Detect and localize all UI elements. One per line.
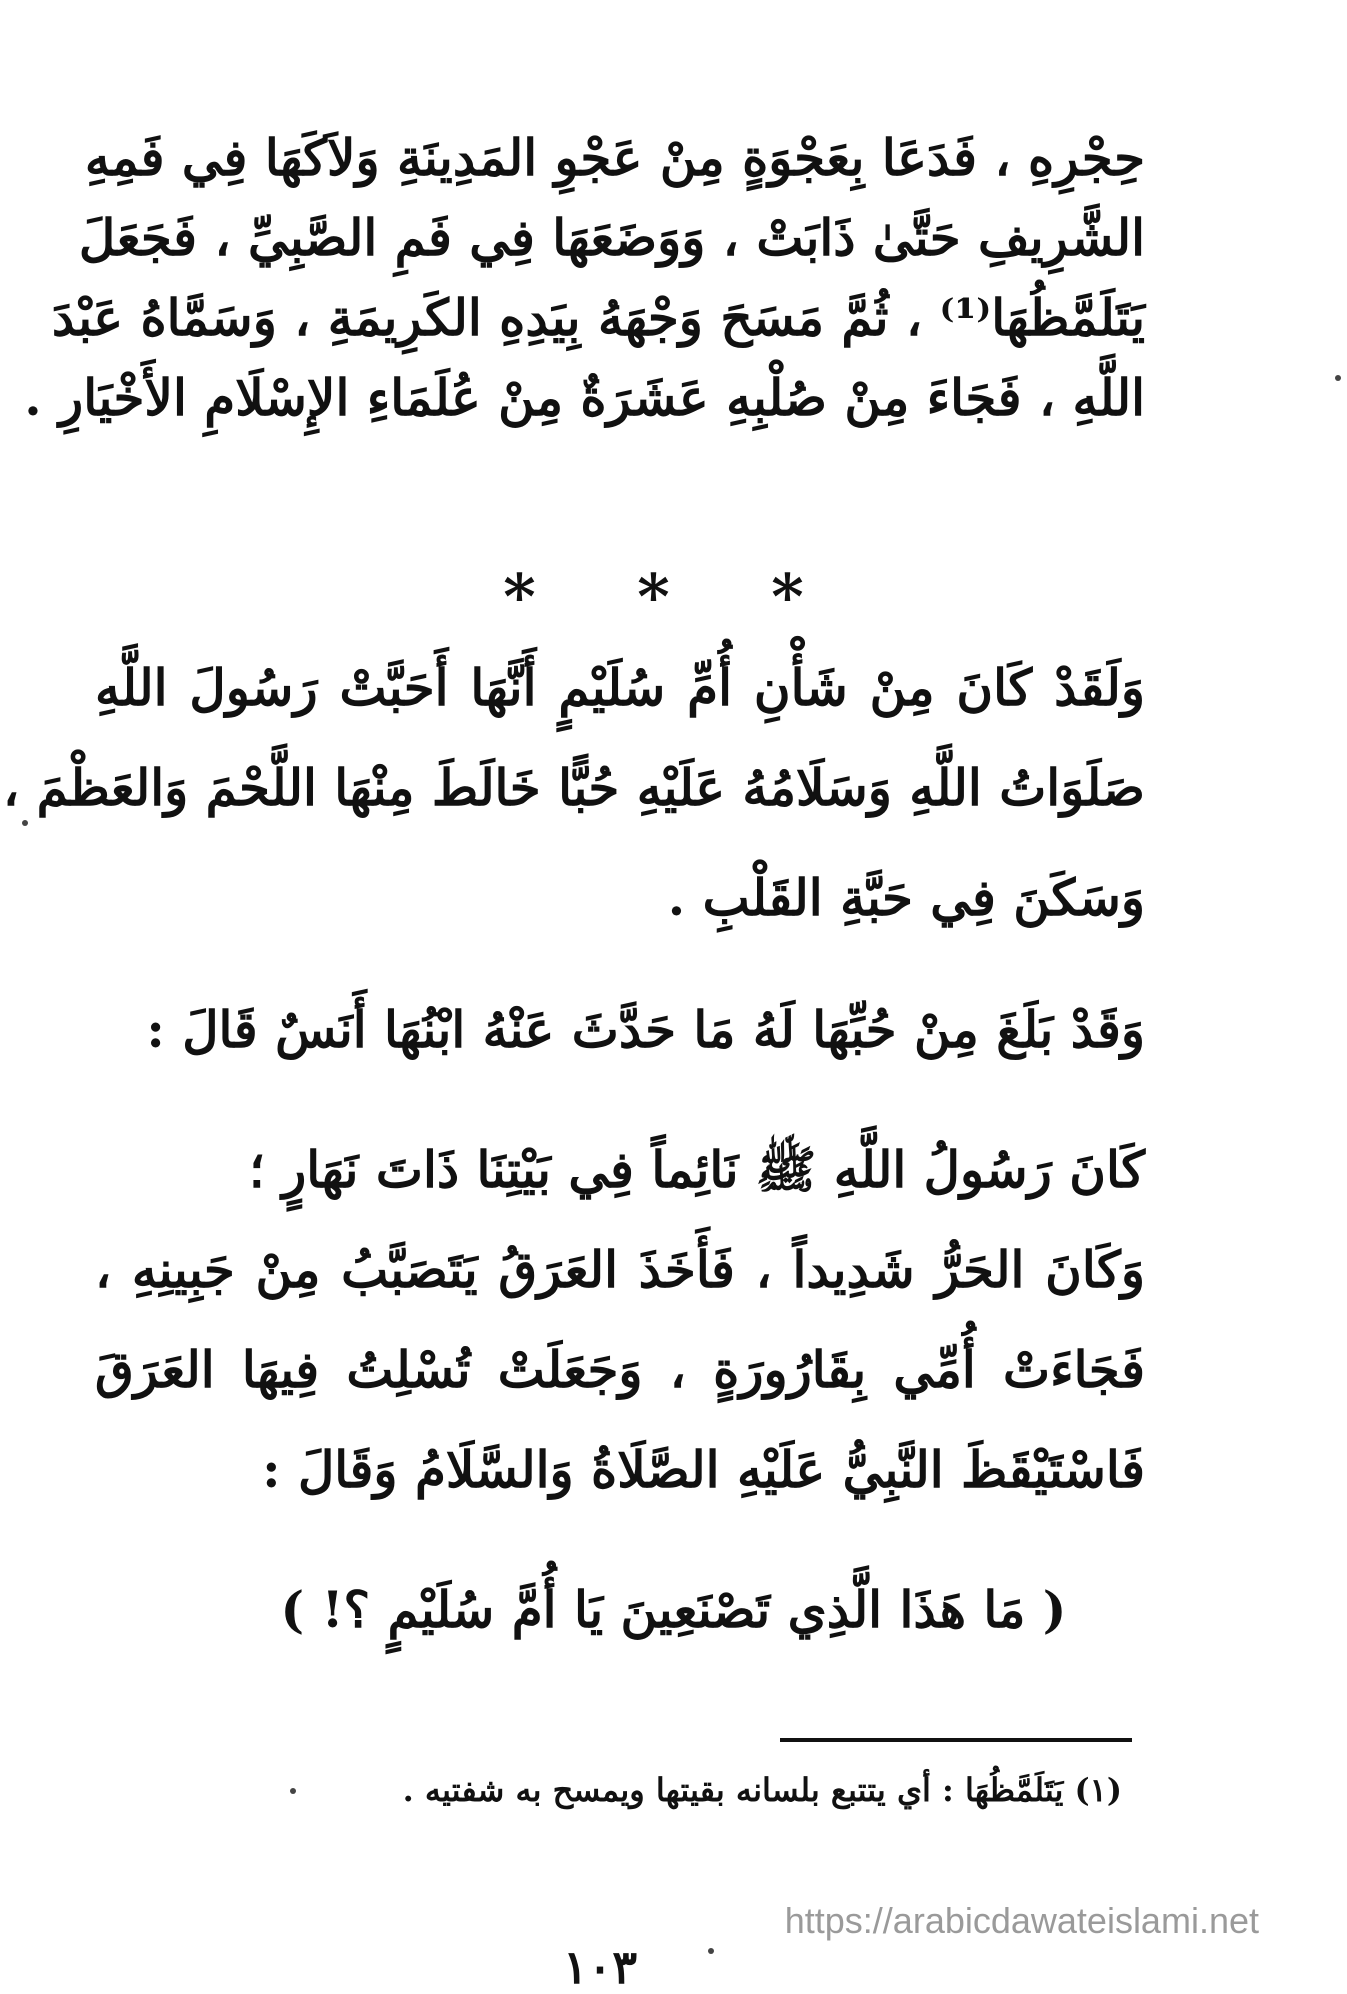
paragraph-2-line-1: وَلَقَدْ كَانَ مِنْ شَأْنِ أُمِّ سُلَيْمٍ أَنَّهَا أَحَبَّتْ رَسُولَ اللَّهِ bbox=[95, 658, 1145, 717]
footnote: (١) يَتَلَمَّظُهَا : أي يتتبع بلسانه بقيتها ويمسح به شفتيه . bbox=[402, 1771, 1122, 1809]
paragraph-1-line-4: اللَّهِ ، فَجَاءَ مِنْ صُلْبِهِ عَشَرَةٌ مِنْ عُلَمَاءِ الإِسْلَامِ الأَخْيَارِ . bbox=[24, 368, 1145, 427]
scan-speck bbox=[290, 1788, 296, 1794]
paragraph-1-line-3: يَتَلَمَّظُهَا⁽¹⁾ ، ثُمَّ مَسَحَ وَجْهَهُ بِيَدِهِ الكَرِيمَةِ ، وَسَمَّاهُ عَبْدَ bbox=[51, 288, 1145, 347]
paragraph-4-line-3: فَجَاءَتْ أُمِّي بِقَارُورَةٍ ، وَجَعَلَتْ تُسْلِتُ فِيهَا العَرَقَ bbox=[95, 1340, 1145, 1399]
paragraph-4-line-2: وَكَانَ الحَرُّ شَدِيداً ، فَأَخَذَ العَرَقُ يَتَصَبَّبُ مِنْ جَبِينِهِ ، bbox=[95, 1240, 1145, 1299]
footnote-divider bbox=[780, 1738, 1132, 1742]
section-separator: * * * bbox=[503, 560, 844, 633]
paragraph-3-line-1: وَقَدْ بَلَغَ مِنْ حُبِّهَا لَهُ مَا حَدَّثَ عَنْهُ ابْنُهَا أَنَسٌ قَالَ : bbox=[146, 1000, 1145, 1059]
paragraph-4-line-4: فَاسْتَيْقَظَ النَّبِيُّ عَلَيْهِ الصَّلَاةُ وَالسَّلَامُ وَقَالَ : bbox=[262, 1440, 1145, 1499]
watermark-url: https://arabicdawateislami.net bbox=[784, 1900, 1259, 1941]
scan-speck bbox=[1335, 375, 1341, 381]
paragraph-2-line-2: صَلَوَاتُ اللَّهِ وَسَلَامُهُ عَلَيْهِ حُبًّا خَالَطَ مِنْهَا اللَّحْمَ وَالعَظْمَ ، bbox=[3, 758, 1145, 817]
paragraph-4-line-1: كَانَ رَسُولُ اللَّهِ ﷺ نَائِماً فِي بَيْتِنَا ذَاتَ نَهَارٍ ؛ bbox=[248, 1140, 1145, 1199]
page-number: ١٠٣ bbox=[562, 1940, 638, 1994]
scan-speck bbox=[22, 820, 28, 826]
quote-line: ( مَا هَذَا الَّذِي تَصْنَعِينَ يَا أُمَّ سُلَيْمٍ ؟! ) bbox=[280, 1580, 1067, 1639]
scan-speck bbox=[708, 1948, 714, 1954]
paragraph-1-line-2: الشَّرِيفِ حَتَّىٰ ذَابَتْ ، وَوَضَعَهَا فِي فَمِ الصَّبِيِّ ، فَجَعَلَ bbox=[78, 208, 1145, 267]
paragraph-2-line-3: وَسَكَنَ فِي حَبَّةِ القَلْبِ . bbox=[667, 868, 1145, 927]
paragraph-1-line-1: حِجْرِهِ ، فَدَعَا بِعَجْوَةٍ مِنْ عَجْوِ المَدِينَةِ وَلاَكَهَا فِي فَمِهِ bbox=[84, 128, 1145, 187]
